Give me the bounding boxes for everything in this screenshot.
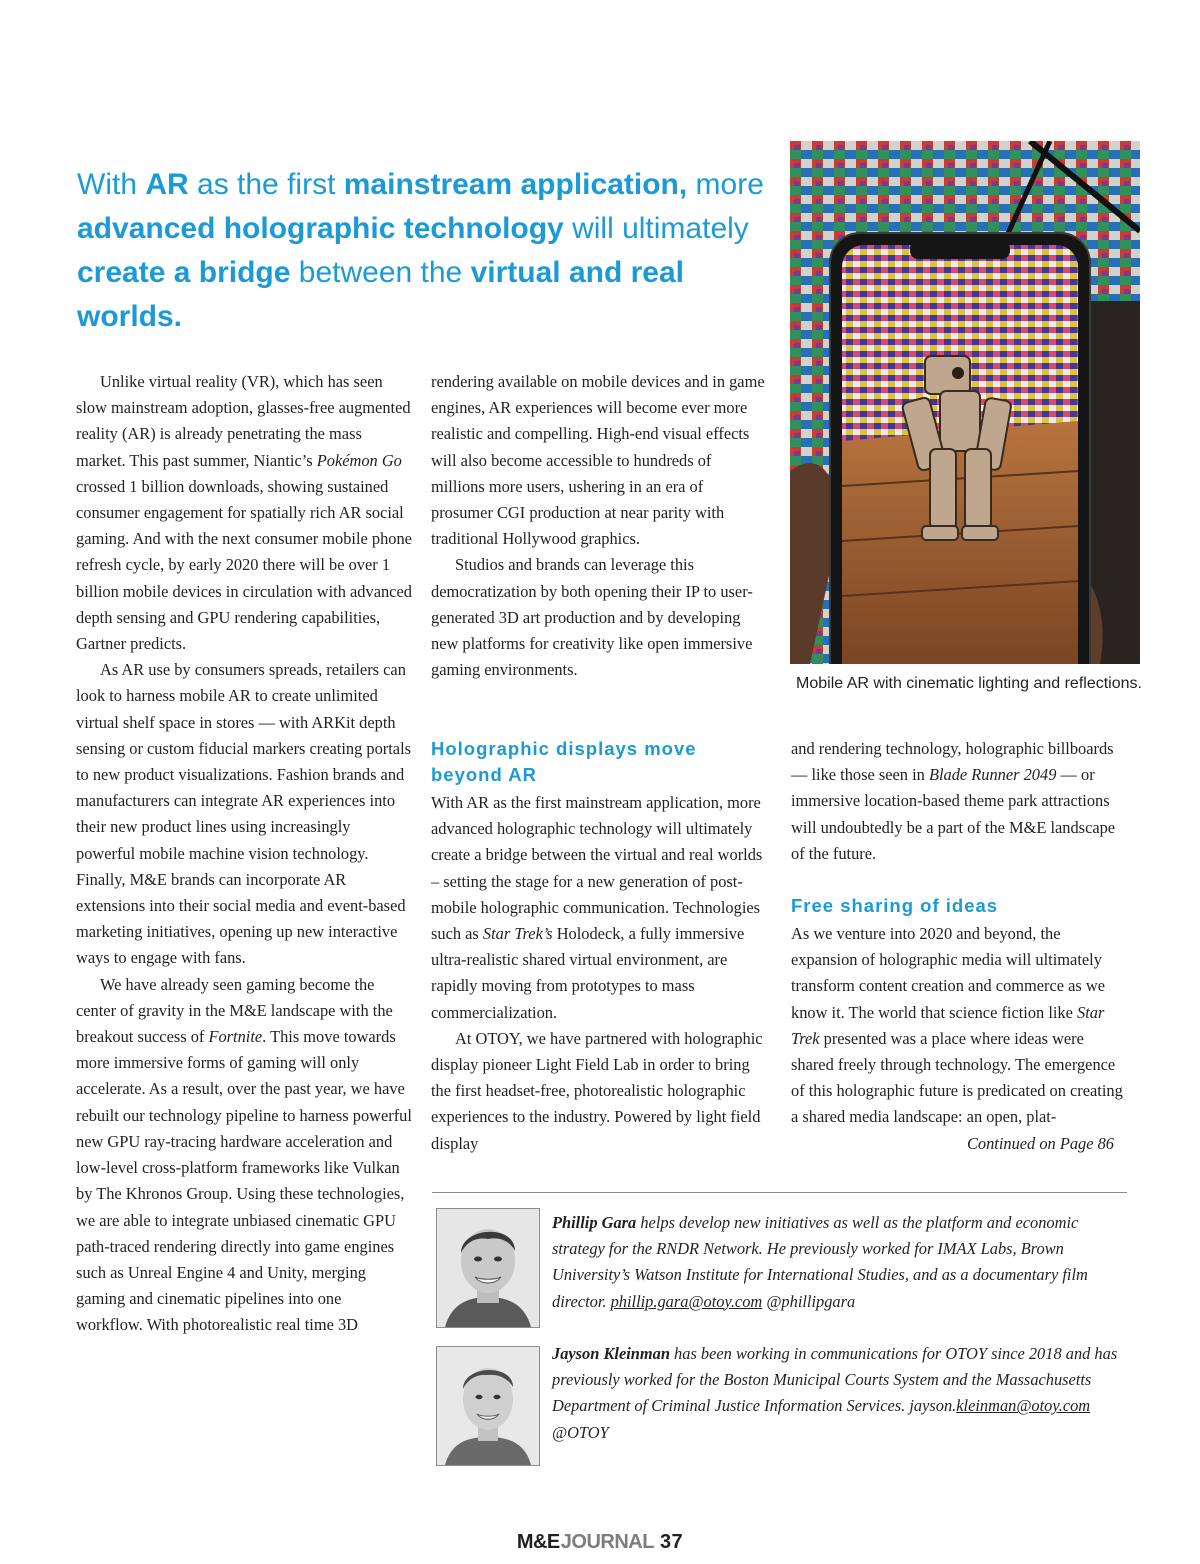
author-name: Phillip Gara <box>552 1213 637 1232</box>
author-handle: @phillipgara <box>762 1291 856 1311</box>
body-paragraph: Studios and brands can leverage this democratization by both opening their IP to user-generated 3D art production and by developing new platforms for creativity like open immersive gaming environments. <box>431 555 753 680</box>
author-bio-jayson-kleinman: Jayson Kleinman has been working in communications for OTOY since 2018 and has previously worked for the Boston Municipal Courts System and the Massachusetts Department of Criminal Justice Information Services. jayson.kleinman@otoy.com @OTOY <box>552 1344 1118 1442</box>
pull-quote-segment: virtual and real worlds. <box>77 256 684 333</box>
photo-caption: Mobile AR with cinematic lighting and reflections. <box>796 675 1142 692</box>
author-email-link[interactable]: kleinman@otoy.com <box>956 1396 1091 1416</box>
section-heading-holographic: Holographic displays move beyond AR <box>431 738 697 785</box>
body-paragraph: We have already seen gaming become the center of gravity in the M&E landscape with the breakout success of Fortnite. This move towards more immersive forms of gaming will only accelerate. As a result, over the past year, we have rebuilt our technology pipeline to harness powerful new GPU ray-tracing hardware acceleration and low-level cross-platform frameworks like Vulkan by The Khronos Group. Using these technologies, we are able to integrate unbiased cinematic GPU path-traced rendering directly into game engines such as Unreal Engine 4 and Unity, merging gaming and cinematic pipelines into one workflow. With photorealistic real time 3D <box>76 974 412 1335</box>
author-bio-phillip-gara: Phillip Gara helps develop new initiatives as well as the platform and economic strategy for the RNDR Network. He previously worked for IMAX Labs, Brown University’s Watson Institute for International Studies, and as a documentary film director. phillip.gara@otoy.com @phillipgara <box>552 1213 1088 1311</box>
section-body-free-sharing <box>791 921 1128 1131</box>
author-photo-phillip-gara <box>436 1208 540 1328</box>
body-paragraph: At OTOY, we have partnered with holographic display pioneer Light Field Lab in order to bring the first headset-free, photorealistic holographic experiences to the industry. Powered by light field display <box>431 1028 763 1153</box>
pull-quote-segment: With <box>77 168 146 201</box>
pull-quote-segment: between the <box>290 256 471 289</box>
article-photo <box>790 141 1140 664</box>
pull-quote-segment: will ultimately <box>563 212 749 245</box>
body-paragraph: Unlike virtual reality (VR), which has seen slow mainstream adoption, glasses-free augmented reality (AR) is already penetrating the mass market. This past summer, Niantic’s Pokémon Go crossed 1 billion downloads, showing sustained consumer engagement for spatially rich AR social gaming. And with the next consumer mobile phone refresh cycle, by early 2020 there will be over 1 billion mobile devices in circulation with advanced depth sensing and GPU rendering capabilities, Gartner predicts. <box>76 372 412 654</box>
pull-quote-segment: mainstream application, <box>343 168 688 201</box>
body-paragraph: As we venture into 2020 and beyond, the expansion of holographic media will ultimately transform content creation and commerce as we know it. The world that science fiction like Star Trek presented was a place where ideas were shared freely through technology. The emergence of this holographic future is predicated on creating a shared media landscape: an open, plat- <box>791 924 1123 1127</box>
body-paragraph: rendering available on mobile devices and in game engines, AR experiences will become ever more realistic and compelling. High-end visual effects will also become accessible to hundreds of millions more users, ushering in an era of prosumer CGI production at near parity with traditional Hollywood graphics. <box>431 372 765 549</box>
page-number: 37 <box>659 1531 684 1553</box>
page-footer <box>0 1531 1200 1554</box>
article-section-holographic <box>431 736 768 1157</box>
article-section-free-sharing <box>791 893 1128 1157</box>
pull-quote <box>77 163 777 339</box>
author-handle: @OTOY <box>552 1422 609 1442</box>
continued-on-page: Continued on Page 86 <box>966 1133 1114 1153</box>
body-paragraph: As AR use by consumers spreads, retailers can look to harness mobile AR to create unlimited virtual shelf space in stores — with ARKit depth sensing or custom fiducial markers creating portals to new product visualizations. Fashion brands and manufacturers can integrate AR experiences into their new product lines using increasingly powerful mobile machine vision technology. Finally, M&E brands can incorporate AR extensions into their social media and event-based marketing initiatives, opening up new interactive ways to engage with fans. <box>76 660 411 968</box>
pull-quote-segment: create a bridge <box>77 256 291 289</box>
article-column-1 <box>76 369 412 1339</box>
body-paragraph: and rendering technology, holographic billboards — like those seen in Blade Runner 2049 — or immersive location-based theme park attractions will undoubtedly be a part of the M&E landscape of the future. <box>791 739 1116 863</box>
pull-quote-segment: as the first <box>188 168 344 201</box>
section-body-holographic <box>431 790 768 1157</box>
footer-journal: JOURNAL <box>560 1531 654 1553</box>
pull-quote-segment: advanced holographic technology <box>77 212 564 245</box>
article-column-2-top <box>431 369 768 683</box>
article-column-3-top <box>791 736 1128 867</box>
pull-quote-segment: AR <box>145 168 189 201</box>
body-paragraph: With AR as the first mainstream application, more advanced holographic technology will ultimately create a bridge between the virtual and real worlds – setting the stage for a new generation of post-mobile holographic communication. Technologies such as Star Trek’s Holodeck, a fully immersive ultra-realistic shared virtual environment, are rapidly moving from prototypes to mass commercialization. <box>431 793 763 1022</box>
section-heading-free-sharing: Free sharing of ideas <box>791 895 999 916</box>
footer-brand: M&E <box>516 1531 560 1553</box>
author-photo-jayson-kleinman <box>436 1346 540 1466</box>
author-email-link[interactable]: phillip.gara@otoy.com <box>610 1291 763 1311</box>
pull-quote-segment: more <box>687 168 764 201</box>
bio-divider <box>432 1192 1127 1193</box>
author-name: Jayson Kleinman <box>552 1344 670 1363</box>
